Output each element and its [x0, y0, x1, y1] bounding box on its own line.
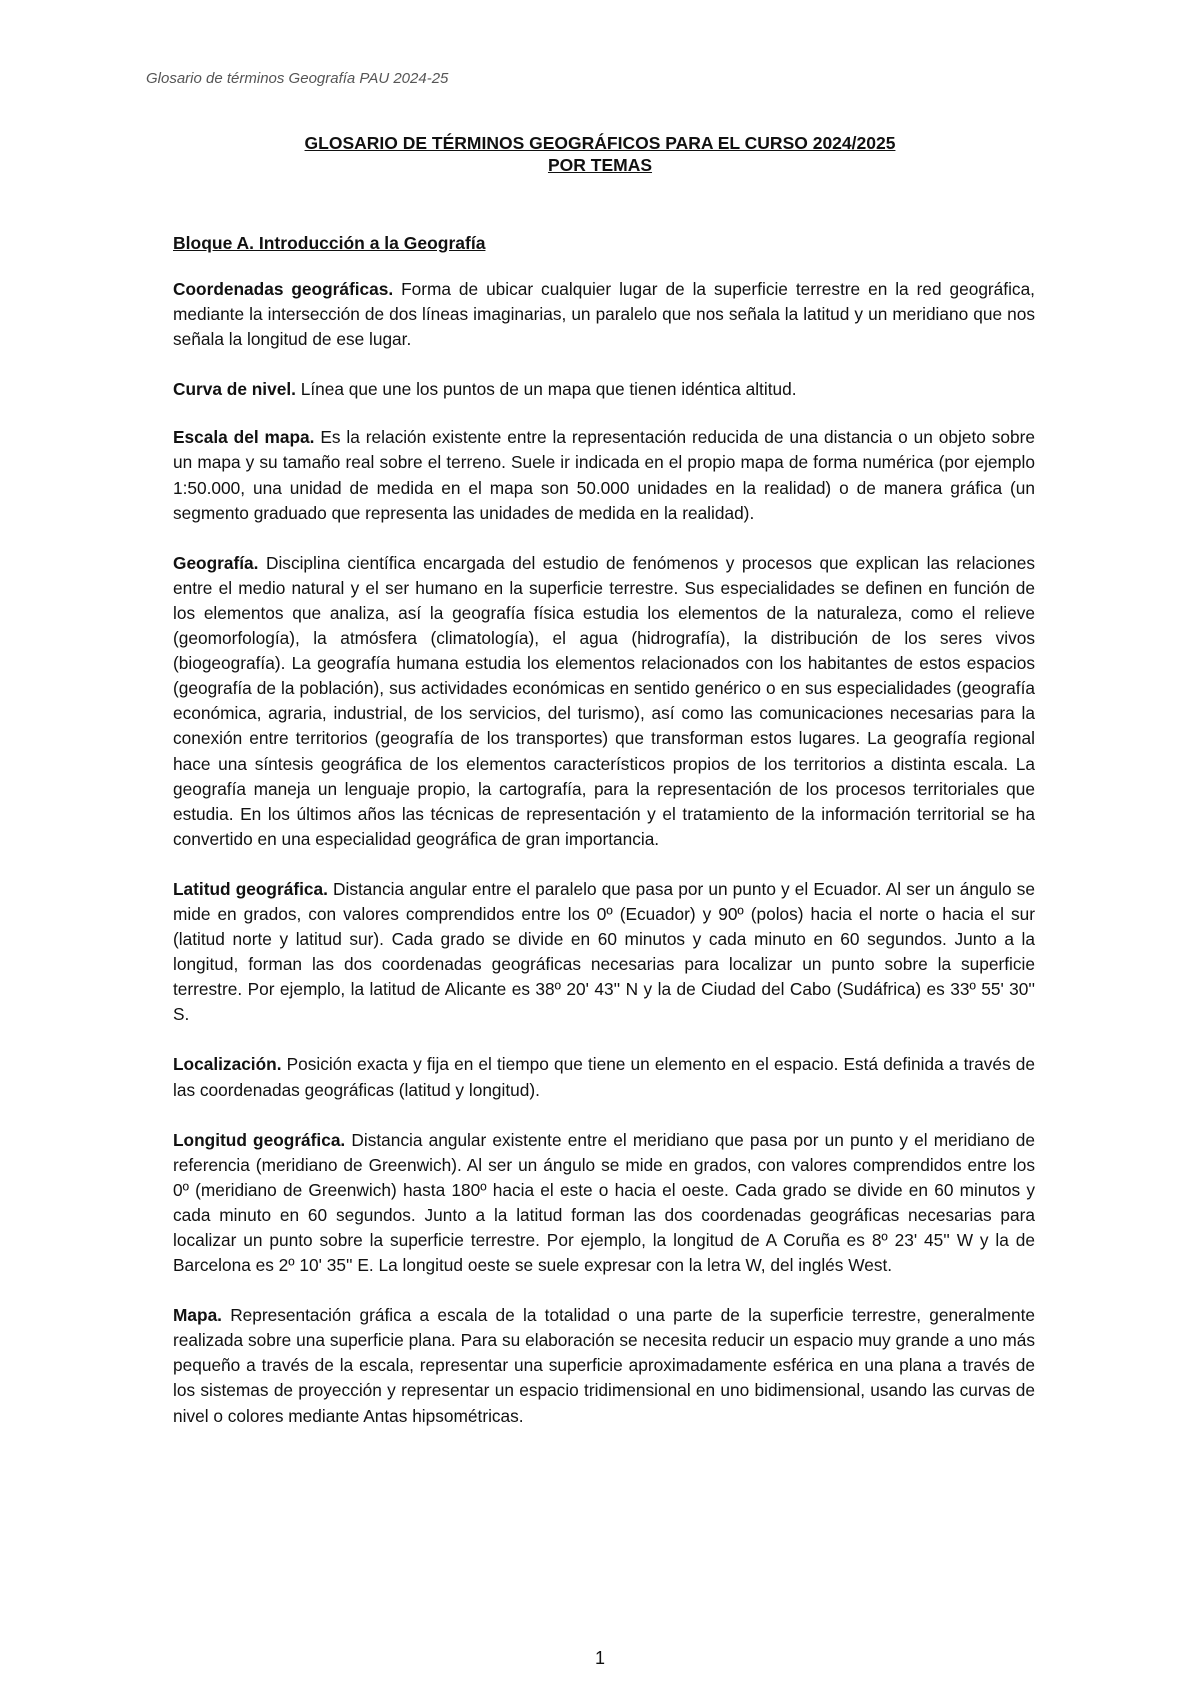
- glossary-entry-escala: [173, 425, 1035, 525]
- glossary-term: Curva de nivel.: [173, 379, 296, 400]
- glossary-entry-latitud: [173, 877, 1035, 1028]
- glossary-term: Latitud geográfica.: [173, 878, 328, 899]
- glossary-definition: Línea que une los puntos de un mapa que tienen idéntica altitud.: [300, 379, 797, 400]
- glossary-term: Coordenadas geográficas.: [173, 279, 394, 299]
- glossary-term: Localización.: [173, 1054, 282, 1075]
- document-title-line-1: GLOSARIO DE TÉRMINOS GEOGRÁFICOS PARA EL CURSO 2024/2025: [304, 133, 896, 153]
- glossary-term: Mapa.: [173, 1305, 222, 1326]
- glossary-definition: Es la relación existente entre la representación reducida de una distancia o un objeto sobre un mapa y su tamaño real sobre el terreno. Suele ir indicada en el propio mapa de forma numérica (por ejemplo 1:50.000, una unidad de medida en el mapa son 50.000 unidades en la realidad) o de manera gráfica (un segmento graduado que representa las unidades de medida en la realidad).: [173, 427, 1035, 523]
- glossary-entry-coordenadas: [173, 277, 1035, 352]
- glossary-term: Geografía.: [173, 552, 259, 573]
- glossary-definition: Disciplina científica encargada del estudio de fenómenos y procesos que explican las relaciones entre el medio natural y el ser humano en la superficie terrestre. Sus especialidades se definen en función de los elementos que analiza, así la geografía física estudia los elementos de la naturaleza, como el relieve (geomorfología), la atmósfera (climatología), el agua (hidrografía), la distribución de los seres vivos (biogeografía). La geografía humana estudia los elementos relacionados con los habitantes de estos espacios (geografía de la población), sus actividades económicas en sentido genérico o en sus especialidades (geografía económica, agraria, industrial, de los servicios, del turismo), así como las comunicaciones necesarias para la conexión entre territorios (geografía de los transportes) que transforman estos lugares. La geografía regional hace una síntesis geográfica de los elementos característicos propios de los territorios a distinta escala. La geografía maneja un lenguaje propio, la cartografía, para la representación de los procesos territoriales que estudia. En los últimos años las técnicas de representación y el tratamiento de la información territorial se ha convertido en una especialidad geográfica de gran importancia.: [173, 552, 1035, 849]
- glossary-entry-mapa: [173, 1303, 1035, 1428]
- running-header: Glosario de términos Geografía PAU 2024-25: [146, 70, 449, 87]
- glossary-entry-localizacion: [173, 1052, 1035, 1102]
- glossary-definition: Distancia angular existente entre el meridiano que pasa por un punto y el meridiano de referencia (meridiano de Greenwich). Al ser un ángulo se mide en grados, con valores comprendidos entre los 0º (meridiano de Greenwich) hasta 180º hacia el este o hacia el oeste. Cada grado se divide en 60 minutos y cada minuto en 60 segundos. Junto a la latitud forman las dos coordenadas geográficas necesarias para localizar un punto sobre la superficie terrestre. Por ejemplo, la longitud de A Coruña es 8º 23' 45'' W y la de Barcelona es 2º 10' 35'' E. La longitud oeste se suele expresar con la letra W, del inglés West.: [173, 1129, 1035, 1276]
- document-title: [0, 132, 1200, 176]
- glossary-definition: Representación gráfica a escala de la totalidad o una parte de la superficie terrestre, generalmente realizada sobre una superficie plana. Para su elaboración se necesita reducir un espacio muy grande a uno más pequeño a través de la escala, representar una superficie aproximadamente esférica en una plana a través de los sistemas de proyección y representar un espacio tridimensional en uno bidimensional, usando las curvas de nivel o colores mediante Antas hipsométricas.: [173, 1305, 1035, 1426]
- glossary-definition: Posición exacta y fija en el tiempo que tiene un elemento en el espacio. Está definida a través de las coordenadas geográficas (latitud y longitud).: [173, 1054, 1035, 1100]
- glossary-content: [173, 277, 1035, 1454]
- glossary-term: Longitud geográfica.: [173, 1129, 346, 1150]
- glossary-definition: Forma de ubicar cualquier lugar de la superficie terrestre en la red geográfica, mediante la intersección de dos líneas imaginarias, un paralelo que nos señala la latitud y un meridiano que nos señala la longitud de ese lugar.: [173, 279, 1035, 350]
- glossary-entry-longitud: [173, 1128, 1035, 1279]
- glossary-entry-geografia: [173, 551, 1035, 852]
- block-heading: Bloque A. Introducción a la Geografía: [173, 233, 486, 253]
- document-title-line-2: POR TEMAS: [547, 155, 653, 175]
- page-number: 1: [594, 1648, 605, 1668]
- glossary-definition: Distancia angular entre el paralelo que pasa por un punto y el Ecuador. Al ser un ángulo se mide en grados, con valores comprendidos entre los 0º (Ecuador) y 90º (polos) hacia el norte o hacia el sur (latitud norte y latitud sur). Cada grado se divide en 60 minutos y cada minuto en 60 segundos. Junto a la longitud, forman las dos coordenadas geográficas necesarias para localizar un punto sobre la superficie terrestre. Por ejemplo, la latitud de Alicante es 38º 20' 43'' N y la de Ciudad del Cabo (Sudáfrica) es 33º 55' 30'' S.: [173, 878, 1035, 1025]
- glossary-entry-curva-de-nivel: [173, 377, 1035, 402]
- glossary-term: Escala del mapa.: [173, 427, 315, 448]
